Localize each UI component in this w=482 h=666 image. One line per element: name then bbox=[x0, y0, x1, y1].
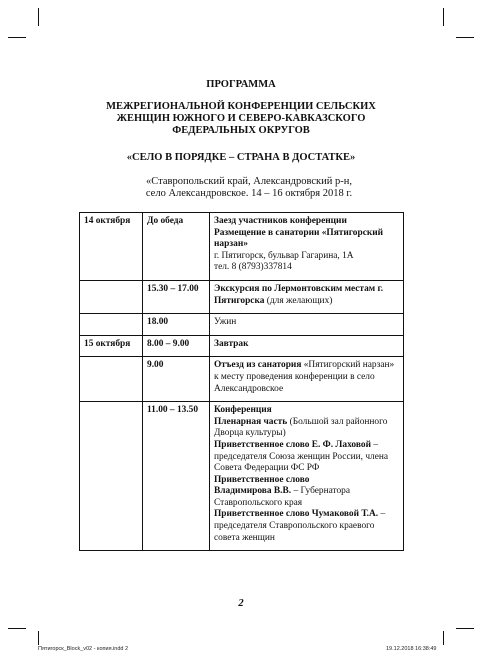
description-line bbox=[214, 339, 399, 351]
description-text-bold: Пленарная часть bbox=[214, 416, 288, 427]
page-number: 2 bbox=[238, 598, 244, 609]
row-date: 15 октября bbox=[80, 335, 143, 357]
description-text: – Губернатора Ставропольского края bbox=[214, 486, 351, 508]
description-line bbox=[214, 405, 399, 417]
row-time: 8.00 – 9.00 bbox=[143, 335, 210, 357]
slug-right: 19.12.2018 16:38:49 bbox=[386, 646, 437, 652]
conference-title-line: ФЕДЕРАЛЬНЫХ ОКРУГОВ bbox=[172, 125, 310, 136]
description-text: (для желающих) bbox=[264, 295, 333, 306]
row-time: 15.30 – 17.00 bbox=[143, 280, 210, 313]
crop-mark-top-left-h bbox=[8, 37, 26, 38]
location-line: «Ставропольский край, Александровский р-н, bbox=[146, 176, 352, 187]
description-text-bold: Приветственное слово Чумаковой Т.А. bbox=[214, 509, 379, 520]
conference-title-line: МЕЖРЕГИОНАЛЬНОЙ КОНФЕРЕНЦИИ СЕЛЬСКИХ bbox=[106, 101, 376, 112]
location-line: село Александровское. 14 – 16 октября 2018 г. bbox=[145, 188, 353, 199]
description-line bbox=[214, 284, 399, 307]
description-line bbox=[214, 417, 399, 440]
crop-mark-top-right-h bbox=[456, 37, 474, 38]
conference-title-line: ЖЕНЩИН ЮЖНОГО И СЕВЕРО-КАВКАЗСКОГО bbox=[116, 113, 366, 124]
description-text: – председателя Союза женщин России, члена Совета Федерации ФС РФ bbox=[214, 439, 389, 474]
description-text-bold: Размещение в санатории «Пятигорский нарзан» bbox=[214, 227, 384, 250]
description-text: Ужин bbox=[214, 317, 237, 328]
row-description bbox=[210, 402, 404, 551]
document-title: ПРОГРАММА bbox=[206, 79, 276, 90]
description-text-bold: Приветственное слово Е. Ф. Лаховой bbox=[214, 439, 371, 450]
description-text-bold: Приветственное слово bbox=[214, 474, 310, 485]
description-text-bold: Отъезд из санатория bbox=[214, 360, 302, 371]
crop-mark-top-left bbox=[38, 8, 39, 26]
crop-mark-top-right bbox=[443, 8, 444, 26]
table-row bbox=[80, 213, 404, 281]
crop-mark-bottom-left bbox=[38, 631, 39, 645]
description-line bbox=[214, 509, 399, 544]
table-row bbox=[80, 314, 404, 336]
description-text-bold: Завтрак bbox=[214, 338, 249, 349]
description-text-bold: Владимирова В.В. bbox=[214, 486, 292, 497]
program-table bbox=[79, 212, 404, 551]
row-date bbox=[80, 357, 143, 402]
description-line bbox=[214, 317, 399, 329]
crop-mark-bottom-right-h bbox=[456, 628, 474, 629]
description-line bbox=[214, 360, 399, 395]
row-date bbox=[80, 402, 143, 551]
row-time: 9.00 bbox=[143, 357, 210, 402]
description-text: – председателя Ставропольского краевого совета женщин bbox=[214, 509, 386, 543]
row-description bbox=[210, 314, 404, 336]
row-description bbox=[210, 357, 404, 402]
description-line bbox=[214, 228, 399, 251]
description-text: г. Пятигорск, бульвар Гагарина, 1А bbox=[214, 250, 354, 261]
table-row bbox=[80, 357, 404, 402]
description-line bbox=[214, 262, 399, 274]
row-time: 11.00 – 13.50 bbox=[143, 402, 210, 551]
description-text: «Пятигорский нарзан» к месту проведения конференции в село Александровское bbox=[214, 360, 395, 394]
crop-mark-bottom-left-h bbox=[8, 628, 26, 629]
table-row bbox=[80, 402, 404, 551]
row-time: 18.00 bbox=[143, 314, 210, 336]
row-date: 14 октября bbox=[80, 213, 143, 281]
description-line bbox=[214, 251, 399, 263]
row-description bbox=[210, 335, 404, 357]
description-line bbox=[214, 486, 399, 509]
slug-left: Пятигорск_Block_v02 - копия.indd 2 bbox=[38, 646, 129, 652]
description-line bbox=[214, 216, 399, 228]
row-description bbox=[210, 213, 404, 281]
table-row bbox=[80, 280, 404, 313]
description-text-bold: Заезд участников конференции bbox=[214, 216, 347, 226]
table-row bbox=[80, 335, 404, 357]
description-text: тел. 8 (8793)337814 bbox=[214, 262, 292, 273]
row-date bbox=[80, 314, 143, 336]
motto: «СЕЛО В ПОРЯДКЕ – СТРАНА В ДОСТАТКЕ» bbox=[126, 152, 356, 163]
row-time: До обеда bbox=[143, 213, 210, 281]
description-text: (Большой зал районного Дворца культуры) bbox=[214, 416, 388, 439]
crop-mark-bottom-right bbox=[443, 631, 444, 645]
description-text-bold: Экскурсия по Лермонтовским местам г. Пятигорска bbox=[214, 283, 384, 306]
row-date bbox=[80, 280, 143, 313]
row-description bbox=[210, 280, 404, 313]
description-line bbox=[214, 475, 399, 487]
description-text-bold: Конференция bbox=[214, 405, 272, 416]
description-line bbox=[214, 440, 399, 475]
